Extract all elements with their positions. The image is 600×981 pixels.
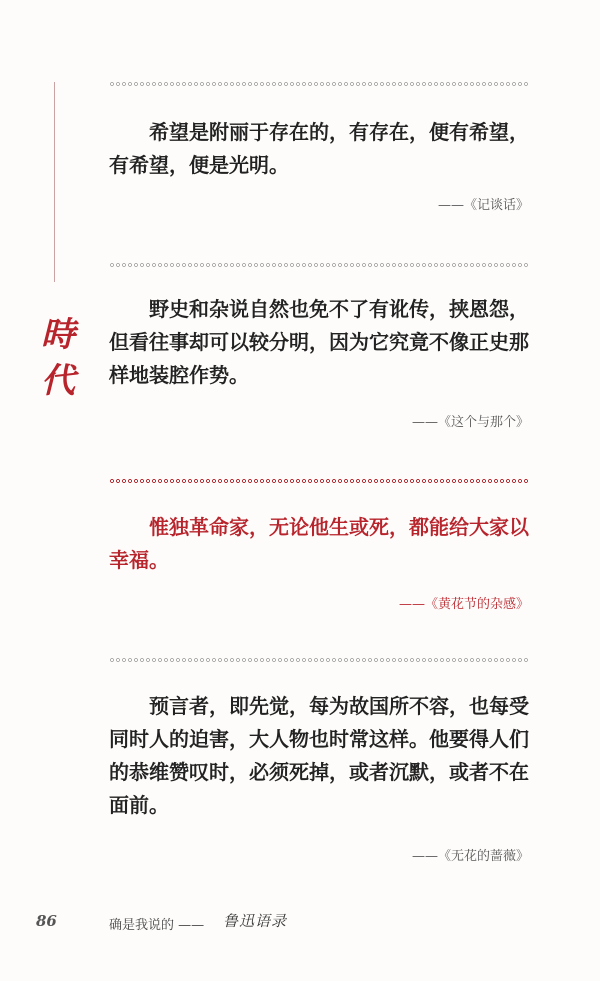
quote-source: ——《无花的蔷薇》: [411, 849, 529, 864]
divider: [109, 81, 529, 87]
divider: [109, 262, 529, 268]
divider: [109, 657, 529, 663]
quote-text: 野史和杂说自然也免不了有讹传，挟恩怨，但看往事却可以较分明，因为它究竟不像正史那样地装腔作势。: [109, 297, 529, 387]
page-number: 86: [36, 912, 57, 930]
quote-source: ——《黄花节的杂感》: [398, 597, 529, 612]
quote-source: ——《记谈话》: [437, 198, 529, 213]
quote-text: 预言者，即先觉，每为故国所不容，也每受同时人的迫害，大人物也时常这样。他要得人们的恭维赞叹时，必须死掉，或者沉默，或者不在面前。: [109, 694, 529, 817]
side-vertical-line: [54, 82, 55, 282]
quote-source: ——《这个与那个》: [411, 415, 529, 430]
book-logo: 鲁迅语录: [223, 912, 288, 930]
quote-text: 惟独革命家，无论他生或死，都能给大家以幸福。: [109, 515, 529, 572]
book-title: 确是我说的 ——: [109, 918, 205, 933]
page-footer: [36, 908, 556, 936]
section-title: [38, 312, 78, 404]
quote-text: 希望是附丽于存在的，有存在，便有希望，有希望，便是光明。: [109, 120, 529, 177]
divider: [109, 478, 529, 484]
section-title-char: 時: [41, 315, 75, 355]
section-title-char: 代: [41, 361, 75, 401]
